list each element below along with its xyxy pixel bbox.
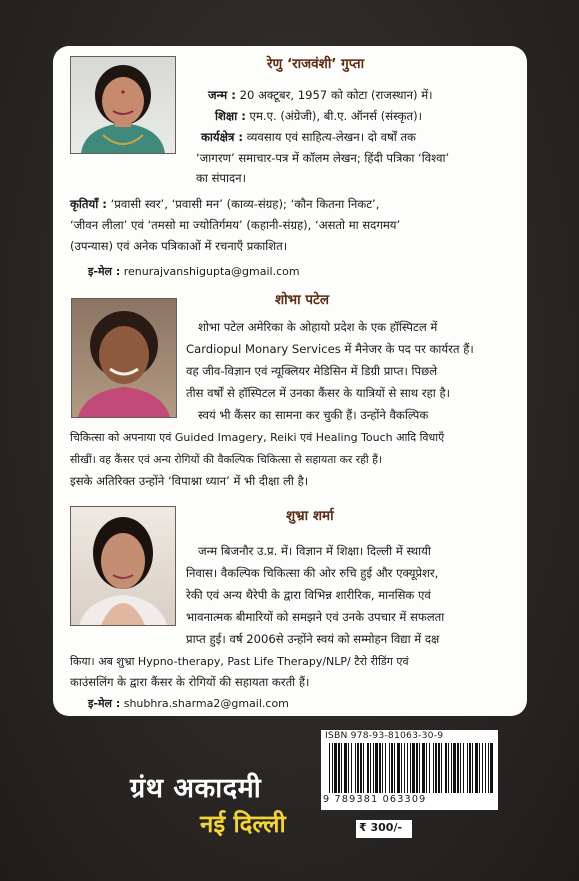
author-photo-shubhra — [70, 506, 176, 626]
author2-line: शोभा पटेल अमेरिका के ओहायो प्रदेश के एक हॉस्पिटल में — [198, 320, 438, 334]
author1-line: शिक्षा : एम.ए. (अंग्रेजी), बी.ए. ऑनर्स (संस्कृत)। — [215, 109, 422, 123]
author1-line: का संपादन। — [196, 171, 247, 185]
author2-line: तीस वर्षों से हॉस्पिटल में उनका कैंसर के यात्रियों से साथ रहा है। — [186, 386, 451, 400]
author2-line: इसके अतिरिक्त उन्होंने ‘विपाश्ना ध्यान’ में भी दीक्षा ली है। — [70, 474, 309, 488]
barcode-number: 9 789381 063309 — [323, 794, 427, 805]
author3-name: शुभ्रा शर्मा — [286, 508, 334, 524]
author1-name: रेणु ‘राजवंशी’ गुप्ता — [267, 56, 365, 72]
author-photo-shobha — [71, 298, 177, 418]
publisher-name: ग्रंथ अकादमी — [130, 773, 262, 804]
author-photo-renu — [70, 56, 176, 154]
author1-works: कृतियाँ : ‘प्रवासी स्वर’, ‘प्रवासी मन’ (काव्य-संग्रह); ‘कौन कितना निकट’, — [70, 197, 380, 211]
publisher-city: नई दिल्ली — [200, 810, 286, 838]
author2-line: स्वयं भी कैंसर का सामना कर चुकी हैं। उन्होंने वैकल्पिक — [198, 408, 429, 422]
author3-line: किया। अब शुभ्रा Hypno-therapy, Past Life Therapy/NLP/ टैरो रीडिंग एवं — [70, 655, 409, 668]
isbn-text: ISBN 978-93-81063-30-9 — [325, 730, 444, 741]
author1-line: जन्म : 20 अक्टूबर, 1957 को कोटा (राजस्थान) में। — [208, 88, 433, 102]
author3-email: इ-मेल : shubhra.sharma2@gmail.com — [88, 697, 289, 710]
author2-line: सीखीं। वह कैंसर एवं अन्य रोगियों की वैकल्पिक चिकित्सा से सहायता कर रही हैं। — [70, 453, 382, 466]
author2-line: चिकित्सा को अपनाया एवं Guided Imagery, Reiki एवं Healing Touch आदि विधाएँ — [70, 431, 445, 444]
isbn-barcode — [321, 730, 498, 810]
author3-line: रेकी एवं अन्य थैरेपी के द्वारा विभिन्न शारीरिक, मानसिक एवं — [186, 588, 431, 602]
author3-line: निवास। वैकल्पिक चिकित्सा की ओर रुचि हुई और एक्यूप्रेशर, — [186, 566, 439, 580]
author1-line: ‘जागरण’ समाचार-पत्र में कॉलम लेखन; हिंदी पत्रिका ‘विश्वा’ — [196, 151, 450, 165]
author2-name: शोभा पटेल — [275, 292, 329, 308]
author2-line: Cardiopul Monary Services में मैनेजर के पद पर कार्यरत हैं। — [186, 342, 474, 356]
author3-line: भावनात्मक बीमारियों को समझने एवं उनके उपचार में सफलता — [186, 610, 445, 624]
author3-line: प्राप्त हुई। वर्ष 2006से उन्होंने स्वयं को सम्मोहन विद्या में दक्ष — [186, 632, 440, 646]
author1-line: कार्यक्षेत्र : व्यवसाय एवं साहित्य-लेखन। दो वर्षों तक — [201, 130, 416, 144]
author3-line: काउंसलिंग के द्वारा कैंसर के रोगियों की सहायता करती हैं। — [70, 675, 310, 689]
price-tag — [356, 820, 412, 838]
barcode-icon — [327, 743, 493, 793]
author3-line: जन्म बिजनौर उ.प्र. में। विज्ञान में शिक्षा। दिल्ली में स्थायी — [198, 544, 431, 558]
author2-line: वह जीव-विज्ञान एवं न्यूक्लियर मेडिसिन में डिग्री प्राप्त। पिछले — [186, 364, 438, 378]
author1-works: ‘जीवन लीला’ एवं ‘तमसो मा ज्योतिर्गमय’ (कहानी-संग्रह), ‘असतो मा सदगमय’ — [70, 218, 401, 232]
price: ₹ 300/- — [359, 821, 403, 834]
author-bio-panel — [53, 46, 527, 716]
author1-email: इ-मेल : renurajvanshigupta@gmail.com — [88, 265, 300, 278]
author1-works: (उपन्यास) एवं अनेक पत्रिकाओं में रचनाएँ प्रकाशित। — [70, 239, 288, 253]
